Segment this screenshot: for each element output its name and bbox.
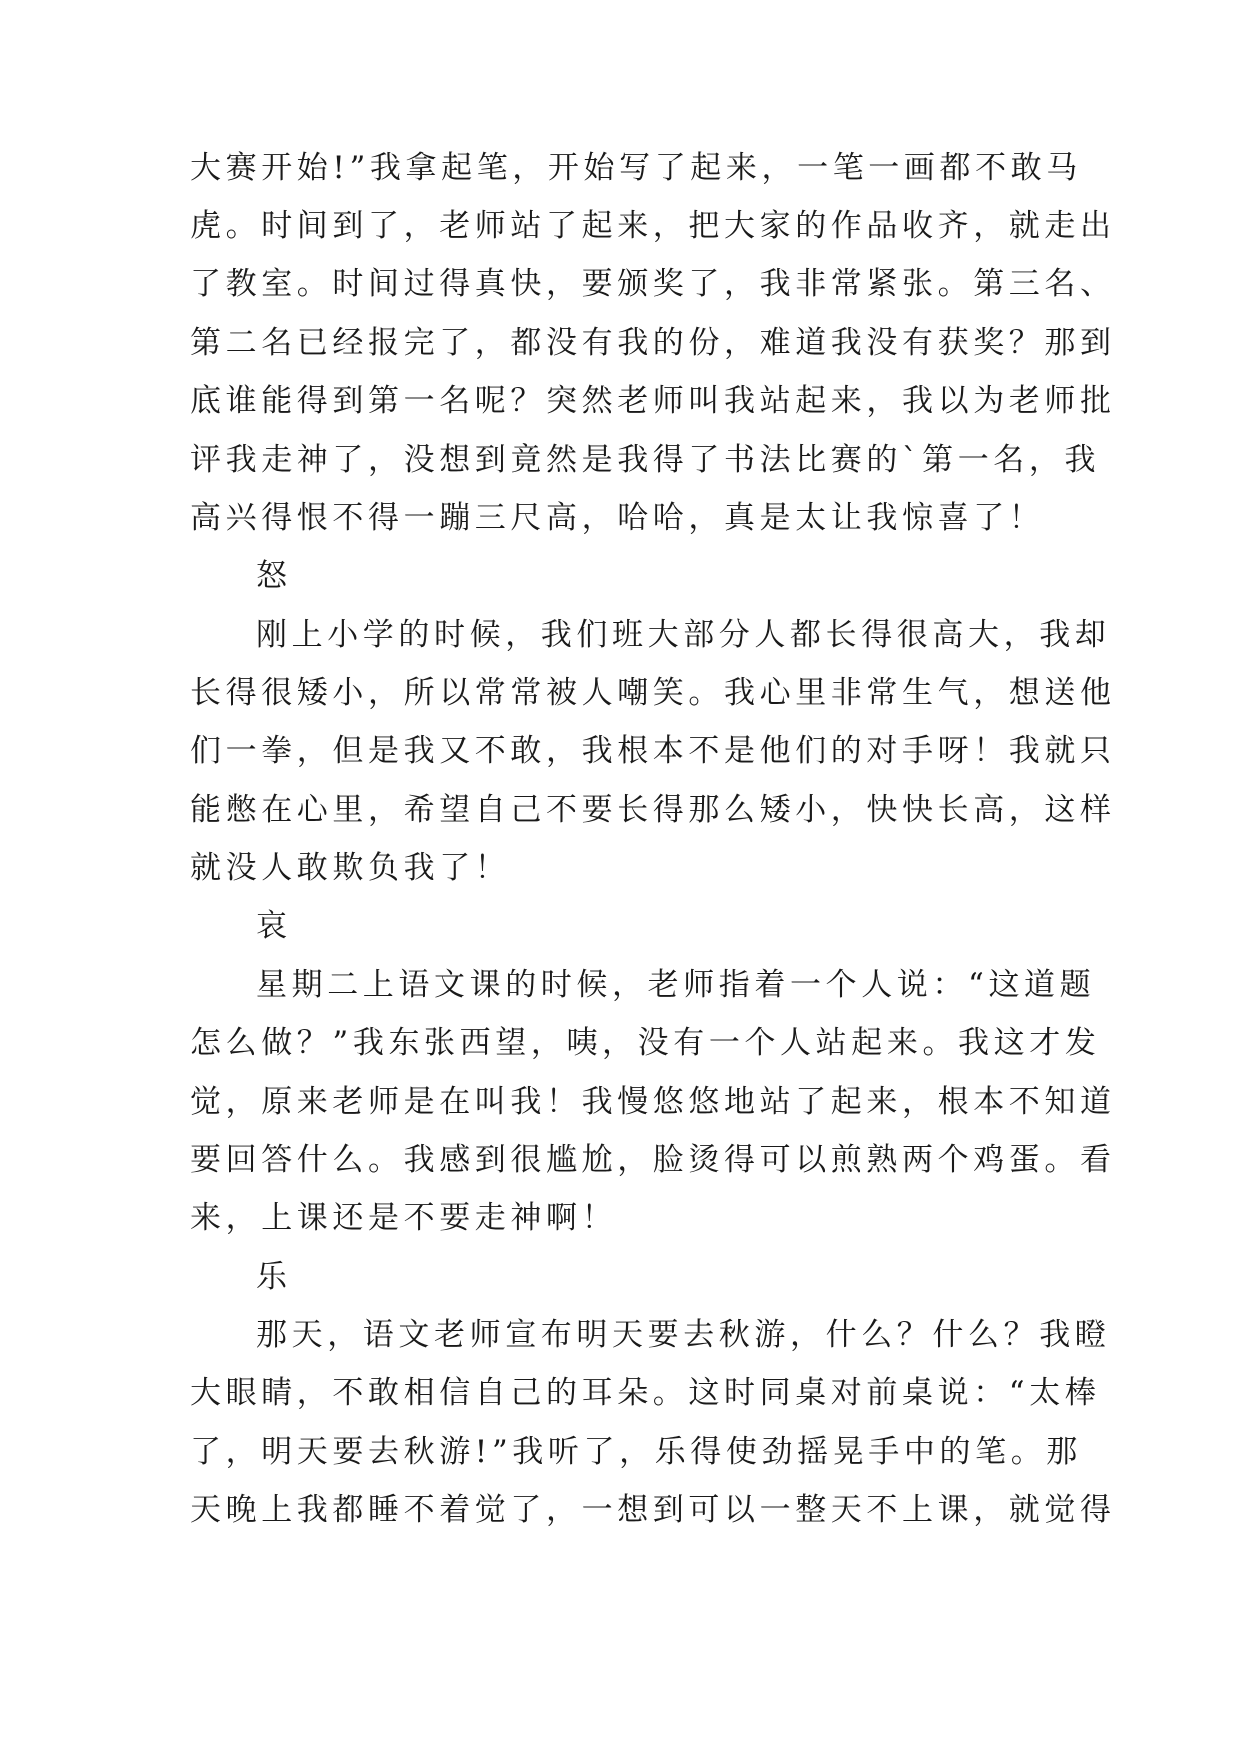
text-line: 要回答什么。我感到很尴尬，脸烫得可以煎熟两个鸡蛋。看 (190, 1142, 1116, 1178)
text-line: 长得很矮小，所以常常被人嘲笑。我心里非常生气，想送他 (190, 675, 1116, 711)
text-line: 就没人敢欺负我了！ (190, 850, 511, 886)
text-line: 底谁能得到第一名呢？突然老师叫我站起来，我以为老师批 (190, 383, 1116, 419)
text-line: 了，明天要去秋游!”我听了，乐得使劲摇晃手中的笔。那 (190, 1434, 1082, 1470)
text-line: 大赛开始!”我拿起笔，开始写了起来，一笔一画都不敢马 (190, 150, 1082, 186)
text-line: 评我走神了，没想到竟然是我得了书法比赛的`第一名，我 (190, 442, 1101, 478)
paragraph-first-line: 星期二上语文课的时候，老师指着一个人说：“这道题 (256, 967, 1096, 1003)
section-heading-sorrow: 哀 (256, 908, 292, 944)
text-line: 虎。时间到了，老师站了起来，把大家的作品收齐，就走出 (190, 208, 1116, 244)
paragraph-first-line: 那天，语文老师宣布明天要去秋游，什么？什么？我瞪 (256, 1317, 1111, 1353)
text-line: 来，上课还是不要走神啊！ (190, 1200, 618, 1236)
text-line: 们一拳，但是我又不敢，我根本不是他们的对手呀！我就只 (190, 733, 1116, 769)
section-heading-anger: 怒 (256, 558, 292, 594)
text-line: 第二名已经报完了，都没有我的份，难道我没有获奖？那到 (190, 325, 1116, 361)
text-line: 天晚上我都睡不着觉了，一想到可以一整天不上课，就觉得 (190, 1492, 1116, 1528)
text-line: 大眼睛，不敢相信自己的耳朵。这时同桌对前桌说：“太棒 (190, 1375, 1101, 1411)
text-line: 高兴得恨不得一蹦三尺高，哈哈，真是太让我惊喜了！ (190, 500, 1045, 536)
text-line: 怎么做？”我东张西望，咦，没有一个人站起来。我这才发 (190, 1025, 1101, 1061)
text-line: 觉，原来老师是在叫我！我慢悠悠地站了起来，根本不知道 (190, 1084, 1116, 1120)
text-line: 了教室。时间过得真快，要颁奖了，我非常紧张。第三名、 (190, 266, 1116, 302)
paragraph-first-line: 刚上小学的时候，我们班大部分人都长得很高大，我却 (256, 617, 1111, 653)
text-line: 能憋在心里，希望自己不要长得那么矮小，快快长高，这样 (190, 792, 1116, 828)
section-heading-joy: 乐 (256, 1259, 292, 1295)
